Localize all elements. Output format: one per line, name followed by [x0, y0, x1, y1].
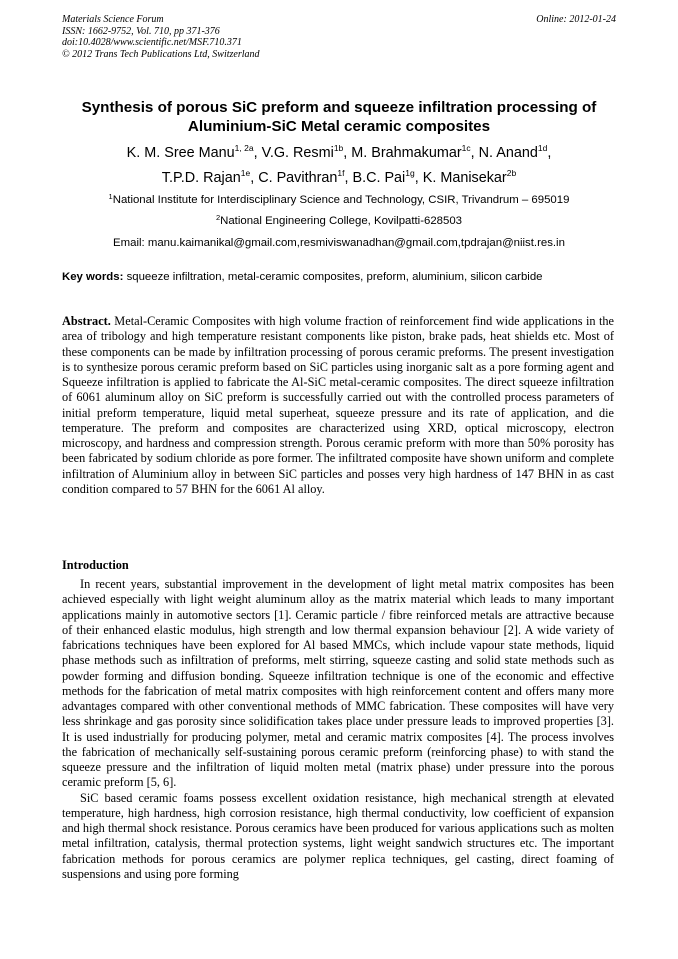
abstract — [62, 314, 614, 497]
author-affil-mark: 1b — [333, 143, 344, 153]
author-affil-mark: 1g — [405, 168, 415, 178]
author-emails[interactable]: Email: manu.kaimanikal@gmail.com,resmiviswanadhan@gmail.com,tpdrajan@niist.res.in — [113, 237, 565, 249]
paragraph: In recent years, substantial improvement in the development of light metal matrix composites has been achieved especially with light weight aluminum alloy as the matrix material which leads to many important applications mainly in automotive sectors [1]. Ceramic particle / fibre reinforced metals are attractive because of their enhanced elastic modulus, high strength and low thermal expansion behaviour [2]. A wide variety of fabrications techniques have been explored for Al based MMCs, which include vapour state methods, liquid phase methods such as infiltration of preforms, melt stirring, squeeze casting and solid state methods such as powder forming and diffusion bonding. Squeeze infiltration technique is one of the economic and effective methods for the fabrication of metal matrix composites with high reinforcement content and offers many more advantages compared with other conventional methods of MMC fabrication. These composites will have very less shrinkage and gas porosity since solidification takes place under pressure leads to improved properties [3]. It is used industrially for producing polymer, metal and ceramic matrix composites [4]. The process involves the fabrication of mechanically self-sustaining porous ceramic preform (reinforcing phase) to with stand the squeeze pressure and the infiltration of liquid molten metal (matrix phase) under pressure into the porous ceramic preform [5, 6]. — [62, 577, 614, 790]
affiliation-text: National Institute for Interdisciplinary Science and Technology, CSIR, Trivandrum – 695019 — [112, 194, 570, 206]
author-line-2 — [40, 166, 638, 191]
author-separator: , — [253, 145, 262, 161]
introduction-body — [62, 577, 614, 882]
abstract-text: Metal-Ceramic Composites with high volume fraction of reinforcement find wide applications in the area of tribology and high temperature resistant components like piston, brake pads, heat shields etc. Most of these components can be made by infiltration processing of porous ceramic preforms. The present investigation is to synthesize porous ceramic preform based on SiC particles using inorganic salt as a pore forming agent and Squeeze infiltration is applied to fabricate the Al-SiC metal-ceramic composites. The direct squeeze infiltration of 6061 aluminum alloy on SiC preform is successfully carried out with the controlled process parameters of initial preform temperature, liquid metal superheat, squeeze pressure and its rate of application, and die temperature. The preform and composites are characterized using XRD, optical microscopy, electron microscopy, and hardness and compression strength. Porous ceramic preform with more than 50% porosity has been fabricated by sodium chloride as pore former. The infiltrated composite have shown uniform and complete infiltration of Aluminium alloy in between SiC particles and posses very high hardness of 147 BHN in as cast condition compared to 57 BHN for the 6061 Al alloy. — [62, 314, 614, 496]
journal-copyright: © 2012 Trans Tech Publications Ltd, Switzerland — [62, 48, 260, 60]
online-date: Online: 2012-01-24 — [536, 14, 616, 25]
author-name: K. Manisekar — [422, 170, 507, 186]
author-name: T.P.D. Rajan — [161, 170, 241, 186]
author-affil-mark: 2b — [506, 168, 517, 178]
section-heading-introduction: Introduction — [62, 558, 129, 572]
author-separator: , — [343, 145, 352, 161]
author-affil-mark: 1d — [537, 143, 548, 153]
journal-doi[interactable]: doi:10.4028/www.scientific.net/MSF.710.371 — [62, 37, 242, 48]
affiliation-mark: 2 — [215, 213, 221, 222]
journal-info — [62, 14, 616, 60]
author-name: N. Anand — [478, 145, 538, 161]
author-line-1 — [40, 141, 638, 166]
journal-name: Materials Science Forum — [62, 14, 164, 25]
journal-issn: ISSN: 1662-9752, Vol. 710, pp 371-376 — [62, 25, 220, 37]
paper-title-line-2: Aluminium-SiC Metal ceramic composites — [187, 118, 491, 135]
author-name: V.G. Resmi — [261, 145, 334, 161]
affiliation-2 — [40, 214, 638, 228]
affiliation-1 — [40, 193, 638, 207]
keywords-label: Key words: — [62, 271, 124, 283]
author-separator: , — [414, 170, 423, 186]
author-list — [40, 141, 638, 191]
author-separator: , — [344, 170, 353, 186]
affiliation-mark: 1 — [108, 192, 113, 201]
keywords-text: squeeze infiltration, metal-ceramic composites, preform, aluminium, silicon carbide — [123, 271, 543, 283]
author-name: M. Brahmakumar — [351, 145, 462, 161]
journal-header — [62, 14, 616, 60]
author-affil-mark: 1f — [337, 168, 345, 178]
keywords — [62, 270, 622, 284]
author-separator: , — [470, 145, 479, 161]
author-affil-mark: 1c — [461, 143, 471, 153]
paragraph: SiC based ceramic foams possess excellent oxidation resistance, high mechanical strength at elevated temperature, high hardness, high corrosion resistance, high thermal conductivity, low coefficient of expansion and high thermal shock resistance. Porous ceramics have been produced for various applications such as molten metal infiltration, catalysis, thermal protection systems, light weight sandwich structures etc. The important fabrication methods for porous ceramics are polymer replica techniques, gel casting, direct foaming of suspensions and using pore forming — [62, 790, 614, 881]
author-name: C. Pavithran — [258, 170, 338, 186]
author-name: B.C. Pai — [352, 170, 406, 186]
author-separator: , — [547, 145, 552, 161]
author-separator: , — [250, 170, 259, 186]
abstract-label: Abstract. — [62, 314, 111, 328]
affiliation-text: National Engineering College, Kovilpatti-628503 — [220, 215, 463, 227]
author-affil-mark: 1e — [240, 168, 251, 178]
author-affil-mark: 1, 2a — [234, 143, 254, 153]
author-name: K. M. Sree Manu — [126, 145, 235, 161]
paper-title — [40, 98, 638, 136]
paper-title-line-1: Synthesis of porous SiC preform and squeeze infiltration processing of — [81, 99, 597, 116]
